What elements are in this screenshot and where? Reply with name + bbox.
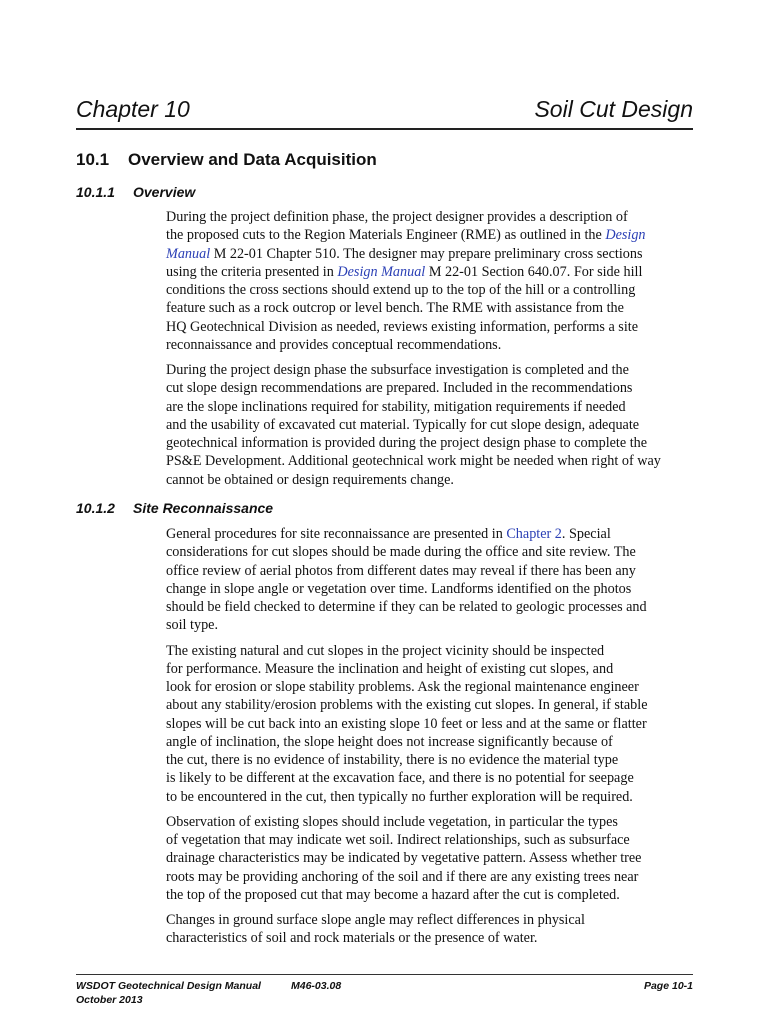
text-segment: the proposed cuts to the Region Materials Engineer (RME) as outlined in the (166, 227, 606, 244)
text-segment: PS&E Development. Additional geotechnical work might be needed when right of way (166, 453, 661, 470)
text-line (166, 911, 648, 929)
text-segment: drainage characteristics may be indicated by vegetative pattern. Assess whether tree (166, 850, 642, 867)
text-segment: slopes will be cut back into an existing slope 10 feet or less and at the same or flatter (166, 715, 647, 732)
cross-reference-link[interactable]: Manual (166, 245, 211, 262)
text-line (166, 813, 648, 831)
text-segment: . Special (561, 526, 611, 542)
text-line (166, 263, 661, 281)
text-segment: geotechnical information is provided during the project design phase to complete the (166, 435, 648, 451)
text-line (166, 434, 661, 452)
paragraph (166, 208, 661, 354)
text-line (166, 543, 648, 561)
subsection-heading-overview (76, 184, 195, 200)
subsection-title: Overview (133, 184, 196, 200)
text-segment: using the criteria presented in (166, 263, 338, 280)
text-line (166, 416, 661, 434)
text-segment: Observation of existing slopes should include vegetation, in particular the types (166, 813, 618, 830)
text-line (166, 379, 661, 397)
text-line (166, 318, 661, 336)
text-segment: is likely to be different at the excavation face, and there is no potential for seepage (166, 770, 634, 787)
cross-reference-link[interactable]: Design (605, 227, 646, 244)
text-segment: roots may be providing anchoring of the soil and if there are any existing trees near (166, 868, 639, 885)
text-line (166, 616, 648, 634)
footer-date: October 2013 (76, 994, 143, 1006)
text-line (166, 788, 648, 806)
text-segment: Changes in ground surface slope angle may reflect differences in physical (166, 912, 585, 928)
text-segment: cannot be obtained or design requirements change. (166, 471, 454, 488)
text-line (166, 849, 648, 867)
subsection-body-overview (166, 208, 661, 496)
text-segment: characteristics of soil and rock materials or the presence of water. (166, 930, 538, 947)
text-segment: During the project design phase the subsurface investigation is completed and the (166, 362, 629, 378)
text-segment: the cut, there is no evidence of instability, there is no evidence the material type (166, 752, 619, 768)
text-line (166, 929, 648, 947)
section-title: Overview and Data Acquisition (128, 150, 377, 169)
text-segment: HQ Geotechnical Division as needed, reviews existing information, performs a site (166, 318, 638, 335)
paragraph (166, 361, 661, 489)
text-segment: to be encountered in the cut, then typically no further exploration will be required. (166, 788, 633, 805)
section-heading (76, 150, 377, 170)
subsection-number: 10.1.2 (76, 500, 115, 516)
text-segment: feature such as a rock outcrop or level bench. The RME with assistance from the (166, 300, 624, 317)
footer-manual-number: M46-03.08 (291, 980, 342, 992)
section-number: 10.1 (76, 150, 110, 169)
text-line (166, 562, 648, 580)
text-line (166, 245, 661, 263)
text-line (166, 831, 648, 849)
text-segment: for performance. Measure the inclination and height of existing cut slopes, and (166, 660, 614, 677)
text-segment: M 22-01 Chapter 510. The designer may prepare preliminary cross sections (210, 245, 643, 262)
text-line (166, 452, 661, 470)
text-segment: and the usability of excavated cut material. Typically for cut slope design, adequate (166, 416, 640, 433)
text-line (166, 208, 661, 226)
text-segment: of vegetation that may indicate wet soil. Indirect relationships, such as subsurface (166, 832, 630, 848)
text-line (166, 361, 661, 379)
chapter-number: Chapter 10 (76, 96, 190, 122)
text-line (166, 886, 648, 904)
subsection-title: Site Reconnaissance (133, 500, 274, 516)
paragraph (166, 813, 648, 904)
text-segment: are the slope inclinations required for stability, mitigation requirements if needed (166, 398, 626, 415)
text-line (166, 660, 648, 678)
text-segment: office review of aerial photos from different dates may reveal if there has been any (166, 562, 636, 579)
text-segment: The existing natural and cut slopes in the project vicinity should be inspected (166, 642, 605, 659)
text-line (166, 751, 648, 769)
text-segment: reconnaissance and provides conceptual recommendations. (166, 336, 502, 353)
text-line (166, 868, 648, 886)
text-segment: During the project definition phase, the project designer provides a description of (166, 209, 628, 225)
text-line (166, 580, 648, 598)
text-line (166, 525, 648, 543)
text-segment: the top of the proposed cut that may become a hazard after the cut is completed. (166, 886, 620, 903)
text-segment: cut slope design recommendations are prepared. Included in the recommendations (166, 380, 633, 397)
text-segment: change in slope angle or vegetation over time. Landforms identified on the photos (166, 580, 632, 597)
text-line (166, 226, 661, 244)
text-segment: considerations for cut slopes should be made during the office and site review. The (166, 544, 636, 561)
chapter-title: Soil Cut Design (534, 96, 693, 122)
paragraph (166, 911, 648, 948)
text-segment: conditions the cross sections should extend up to the top of the hill or a controlling (166, 282, 636, 298)
subsection-body-site-reconnaissance (166, 525, 648, 955)
page-footer (76, 974, 693, 1007)
paragraph (166, 525, 648, 635)
text-line (166, 398, 661, 416)
subsection-heading-site-reconnaissance (76, 500, 273, 516)
cross-reference-link[interactable]: Chapter 2 (506, 526, 562, 542)
text-segment: should be field checked to determine if they can be related to geologic processes and (166, 599, 647, 615)
text-line (166, 678, 648, 696)
text-line (166, 642, 648, 660)
text-line (166, 733, 648, 751)
text-segment: about any stability/erosion problems with the existing cut slopes. In general, if stable (166, 697, 648, 714)
chapter-header (76, 96, 693, 130)
text-segment: look for erosion or slope stability problems. Ask the regional maintenance engineer (166, 679, 639, 695)
text-line (166, 299, 661, 317)
text-segment: angle of inclination, the slope height does not increase significantly because of (166, 733, 613, 750)
subsection-number: 10.1.1 (76, 184, 115, 200)
paragraph (166, 642, 648, 806)
footer-page-number: Page 10-1 (643, 980, 693, 992)
text-line (166, 715, 648, 733)
cross-reference-link[interactable]: Design Manual (337, 263, 426, 280)
footer-manual-title: WSDOT Geotechnical Design Manual (76, 980, 261, 992)
text-segment: M 22-01 Section 640.07. For side hill (425, 263, 643, 280)
text-line (166, 598, 648, 616)
text-segment: soil type. (166, 617, 219, 634)
text-line (166, 336, 661, 354)
text-line (166, 769, 648, 787)
text-line (166, 471, 661, 489)
text-line (166, 696, 648, 714)
text-line (166, 281, 661, 299)
text-segment: General procedures for site reconnaissance are presented in (166, 526, 507, 542)
